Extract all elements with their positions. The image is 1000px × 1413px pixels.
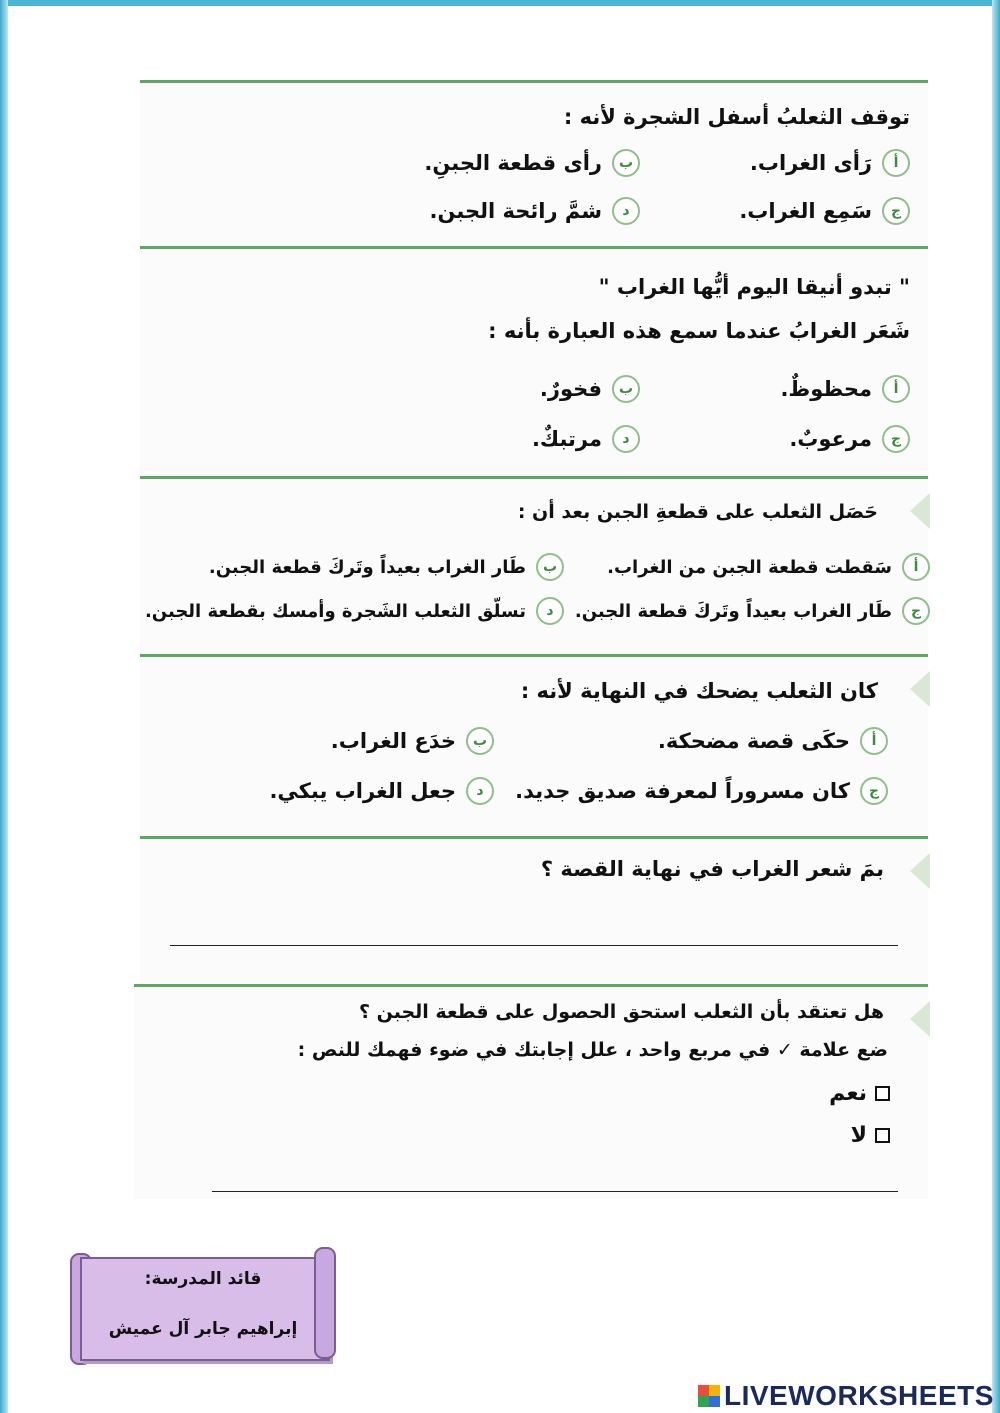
question-2-text: شَعَر الغرابُ عندما سمع هذه العبارة بأنه : — [488, 319, 910, 343]
option-text: فخورٌ. — [539, 377, 602, 401]
q3-option-c[interactable] — [575, 597, 930, 625]
q4-option-c[interactable] — [515, 777, 888, 805]
choice-no[interactable] — [851, 1123, 890, 1148]
section-tab-arrow — [910, 493, 930, 529]
option-text: جعل الغراب يبكي. — [269, 779, 456, 803]
option-letter-badge: أ — [882, 375, 910, 403]
option-letter-badge: د — [466, 777, 494, 805]
option-letter-badge: د — [536, 597, 564, 625]
worksheet — [140, 78, 930, 1198]
option-letter-badge: ج — [902, 597, 930, 625]
question-6-text: هل تعتقد بأن الثعلب استحق الحصول على قطعة الجبن ؟ — [358, 1001, 884, 1023]
q6-answer-line[interactable] — [212, 1191, 898, 1192]
option-letter-badge: د — [612, 197, 640, 225]
option-letter-badge: أ — [882, 149, 910, 177]
option-letter-badge: ج — [882, 197, 910, 225]
option-text: حكَى قصة مضحكة. — [657, 729, 850, 753]
question-6-instruction: ضع علامة ✓ في مربع واحد ، علل إجابتك في ضوء فهمك للنص : — [297, 1039, 888, 1061]
q4-option-a[interactable] — [658, 727, 888, 755]
q2-option-b[interactable] — [540, 375, 640, 403]
question-5-text: بمَ شعر الغراب في نهاية القصة ؟ — [540, 857, 884, 881]
choice-no-label: لا — [850, 1123, 867, 1148]
question-5-section — [140, 836, 928, 987]
option-text: كان مسروراً لمعرفة صديق جديد. — [515, 779, 850, 803]
q5-answer-line[interactable] — [170, 945, 898, 946]
page-frame-right — [992, 0, 1000, 1413]
brand-name: LIVEWORKSHEETS — [724, 1380, 994, 1411]
q3-option-d[interactable] — [145, 597, 564, 625]
liveworksheets-brand — [698, 1380, 994, 1412]
option-text: رأى قطعة الجبنِ. — [424, 151, 602, 175]
q1-option-a[interactable] — [750, 149, 910, 177]
liveworksheets-logo-icon — [698, 1385, 720, 1407]
option-text: خدَع الغراب. — [330, 729, 456, 753]
q4-option-d[interactable] — [269, 777, 494, 805]
q1-option-c[interactable] — [739, 197, 910, 225]
question-3-text: حَصَل الثعلب على قطعةِ الجبن بعد أن : — [517, 501, 878, 523]
checkbox-yes[interactable] — [875, 1086, 890, 1101]
option-text: مرعوبٌ. — [789, 427, 872, 451]
choice-yes-label: نعم — [829, 1081, 867, 1106]
option-letter-badge: ب — [536, 553, 564, 581]
option-text: شمَّ رائحة الجبن. — [429, 199, 602, 223]
option-text: سَقطت قطعة الجبن من الغراب. — [607, 556, 892, 578]
option-text: مرتبكٌ. — [531, 427, 602, 451]
question-4-section — [140, 654, 928, 839]
option-text: طَار الغراب بعيداً وتَركَ قطعة الجبن. — [208, 556, 526, 578]
question-1-text: توقف الثعلبُ أسفل الشجرة لأنه : — [563, 105, 910, 129]
page-frame-top — [0, 0, 1000, 6]
q1-option-b[interactable] — [424, 149, 640, 177]
page-frame-left — [0, 0, 8, 1413]
choice-yes[interactable] — [829, 1081, 890, 1106]
section-tab-arrow — [910, 853, 930, 889]
question-2-section — [140, 246, 928, 479]
question-2-quote: " تبدو أنيقا اليوم أيُّها الغراب " — [598, 275, 910, 299]
question-1-section — [140, 80, 928, 249]
question-6-section — [134, 984, 928, 1199]
section-tab-arrow — [910, 671, 930, 707]
section-tab-arrow — [910, 1001, 930, 1037]
scroll-curl-right — [314, 1247, 336, 1359]
checkbox-no[interactable] — [875, 1128, 890, 1143]
q2-option-a[interactable] — [780, 375, 910, 403]
option-text: رَأى الغراب. — [749, 151, 872, 175]
option-text: سَمِع الغراب. — [739, 199, 872, 223]
option-letter-badge: د — [612, 425, 640, 453]
option-text: طَار الغراب بعيداً وتَركَ قطعة الجبن. — [574, 600, 892, 622]
q2-option-c[interactable] — [789, 425, 910, 453]
q3-option-b[interactable] — [209, 553, 564, 581]
option-letter-badge: ب — [612, 149, 640, 177]
q4-option-b[interactable] — [331, 727, 494, 755]
option-letter-badge: ج — [860, 777, 888, 805]
question-3-section — [140, 476, 928, 657]
question-4-text: كان الثعلب يضحك في النهاية لأنه : — [520, 679, 878, 703]
option-letter-badge: ب — [612, 375, 640, 403]
option-text: تسلّق الثعلب الشَجرة وأمسك بقطعة الجبن. — [144, 600, 526, 622]
option-letter-badge: أ — [860, 727, 888, 755]
option-letter-badge: أ — [902, 553, 930, 581]
option-text: محظوظٌ. — [780, 377, 872, 401]
q2-option-d[interactable] — [532, 425, 640, 453]
option-letter-badge: ب — [466, 727, 494, 755]
q3-option-a[interactable] — [607, 553, 930, 581]
q1-option-d[interactable] — [430, 197, 640, 225]
principal-scroll — [70, 1247, 336, 1367]
principal-name: إبراهيم جابر آل عميش — [108, 1319, 298, 1339]
option-letter-badge: ج — [882, 425, 910, 453]
principal-title: قائد المدرسة: — [144, 1269, 262, 1289]
